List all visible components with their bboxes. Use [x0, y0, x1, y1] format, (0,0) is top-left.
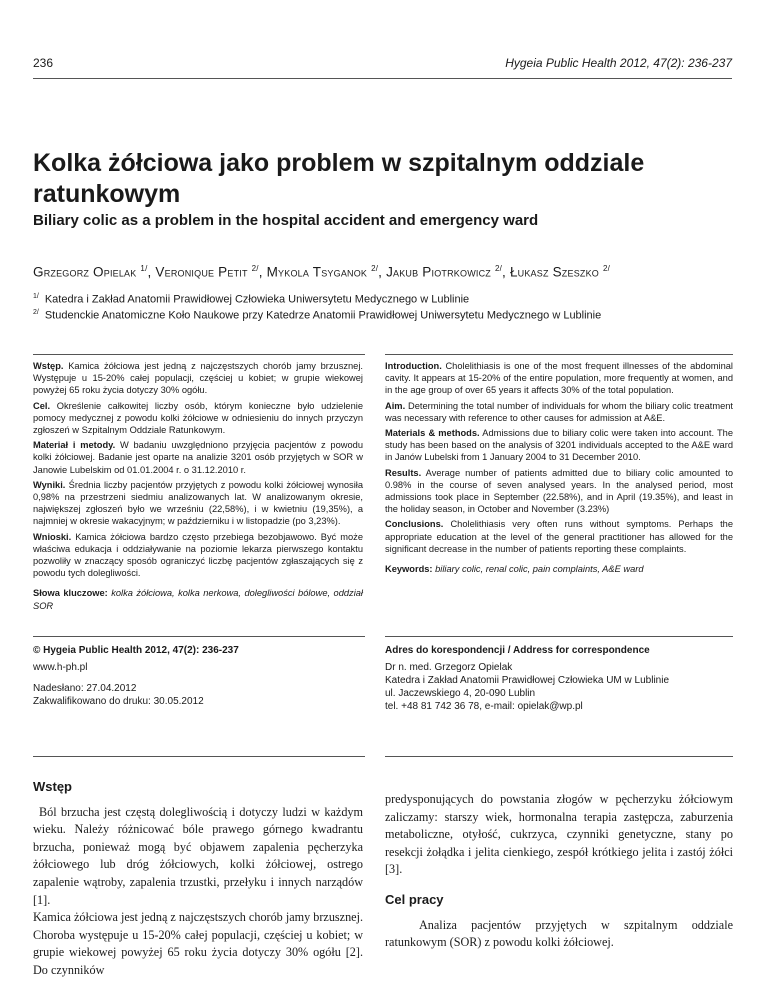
keywords-english — [385, 563, 733, 575]
author-list: Grzegorz Opielak $^{1/}$, Veronique Petit $^{2/}$, Mykola Tsyganok $^{2/}$, Jakub Piotrkowicz $^{2/}$, Łukasz Szeszko $^{2/}$ — [33, 264, 611, 280]
abstract-paragraph — [33, 439, 363, 476]
abstract-text: Admissions due to biliary colic were taken into account. The study has been based on the analysis of 3201 individuals accepted to the A&E ward in Janów Lubelski from 1 January 2004 to 31 December 2010. — [385, 428, 734, 463]
abstract-label: Materiał i metody. — [33, 440, 116, 451]
article-subtitle: Biliary colic as a problem in the hospital accident and emergency ward — [33, 212, 539, 229]
abstract-text: Średnia liczby pacjentów przyjętych z powodu kolki żółciowej wynosiła 0,98% na przestrzeni siedmiu analizowanych lat. W analizowanym okresie, największej zgłoszeń było we wrześniu (22,58%), i w kwietniu (19,35%), a najmniej w okresie wakacyjnym; w październiku i w listopadzie (po 3,23%). — [33, 479, 363, 527]
abstract-paragraph — [385, 360, 733, 397]
keywords-text: biliary colic, renal colic, pain complaints, A&E ward — [432, 564, 644, 575]
body-paragraph: predysponujących do powstania złogów w pęcherzyku żółciowym zaliczamy: starszy wiek, hormonalna terapia zastępcza, zaburzenia metaboliczne, otyłość, cukrzyca, czynniki genetyczne, stany po resekcji żołądka i jelita cienkiego, zespół krótkiego jelita i zastój żółci [3]. — [385, 792, 733, 877]
meta-rule-right — [385, 636, 733, 637]
author-affiliation-mark: 2/ — [602, 264, 611, 273]
correspondence-line: tel. +48 81 742 36 78, e-mail: opielak@wp.pl — [385, 701, 583, 712]
abstract-paragraph — [33, 531, 363, 580]
abstract-polish — [33, 360, 363, 615]
keywords-text: kolka żółciowa, kolka nerkowa, dolegliwości bólowe, oddział SOR — [33, 588, 363, 611]
abstract-rule-left — [33, 354, 365, 355]
abstract-label: Introduction. — [385, 361, 442, 371]
abstract-text: Kamica żółciowa jest jedną z najczęstszych chorób jamy brzusznej. Występuje u 15-20% całej populacji, częściej u kobiet; w grupie wiekowej powyżej 65 roku życia dotyczy 30% ogółu. — [33, 361, 363, 396]
abstract-text: Określenie całkowitej liczby osób, którym konieczne było udzielenie pomocy medycznej z powodu kolki żółciowe w odniesieniu do innych przyczyn zgłoszeń w Szpitalnym Oddziale Ratunkowym. — [33, 400, 363, 436]
abstract-label: Aim. — [385, 400, 406, 411]
affiliation-1 — [33, 293, 753, 306]
author-affiliation-mark: 2/ — [494, 264, 503, 273]
correspondence-line: Katedra i Zakład Anatomii Prawidłowej Człowieka UM w Lublinie — [385, 675, 670, 686]
body-paragraph: Kamica żółciowa jest jedną z najczęstszych chorób jamy brzusznej. Choroba występuje u 15-20% całej populacji, częściej u kobiet; w grupie wiekowej powyżej 65 roku życia dotyczy 30% ogółu [2]. Do czynników — [33, 910, 363, 977]
abstract-label: Wyniki. — [33, 479, 66, 490]
received-date: Nadesłano: 27.04.2012 — [33, 683, 137, 694]
section-heading: Wstęp — [33, 779, 72, 794]
affiliation-mark: 2/ — [33, 309, 39, 316]
abstract-label: Wstęp. — [33, 361, 64, 371]
correspondence-line: Dr n. med. Grzegorz Opielak — [385, 662, 513, 673]
abstract-paragraph — [385, 400, 733, 424]
author-name: Grzegorz Opielak — [33, 264, 137, 280]
author-affiliation-mark: 2/ — [371, 264, 379, 273]
affiliation-text: Katedra i Zakład Anatomii Prawidłowej Człowieka Uniwersytetu Medycznego w Lublinie — [44, 293, 470, 306]
author-name: Mykola Tsyganok — [266, 264, 368, 280]
abstract-paragraph — [385, 427, 733, 464]
article-meta — [33, 644, 363, 716]
abstract-label: Conclusions. — [385, 519, 444, 530]
keywords-label: Keywords: — [385, 564, 433, 575]
abstract-label: Wnioski. — [33, 531, 72, 542]
author-name: Łukasz Szeszko — [509, 264, 600, 280]
correspondence-heading: Adres do korespondencji / Address for correspondence — [385, 645, 650, 656]
header-rule — [33, 78, 732, 79]
body-rule-left — [33, 756, 365, 757]
body-rule-right — [385, 756, 733, 757]
section-heading: Cel pracy — [385, 891, 444, 907]
abstract-label: Cel. — [33, 400, 51, 411]
abstract-text: Determining the total number of individuals for whom the biliary colic treatment was necessary with reference to other causes for admission at A&E. — [385, 400, 733, 423]
body-paragraph: Ból brzucha jest częstą dolegliwością i dotyczy ludzi w każdym wieku. Należy różnicować bóle prawego górnego kwadrantu brzucha, ponieważ mogą być objawem zapalenia pęcherzyka żółciowego lub dróg żółciowych, kolki żółciowej, ostrego zapalenie wątroby, zapalenia trzustki, przełyku i innych narządów [1]. — [33, 804, 363, 907]
affiliation-mark: 1/ — [33, 293, 39, 300]
abstract-text: Cholelithiasis very often runs without symptoms. Perhaps the appropriate education at the level of the general practitioner has allowed for the significant decrease in the number of patients reporting these complaints. — [385, 519, 733, 554]
body-left-column — [33, 778, 363, 980]
abstract-label: Materials & methods. — [385, 428, 480, 439]
abstract-text: W badaniu uwzględniono przyjęcia pacjentów z powodu kolki żółciowej. Badanie jest oparte na analizie 3201 osób przyjętych w SOR w Janowie Lubelskim od 01.01.2004 r. o 31.12.2010 r. — [33, 440, 363, 475]
page-number: 236 — [33, 56, 54, 70]
article-title: Kolka żółciowa jako problem w szpitalnym oddziale ratunkowym — [33, 149, 645, 208]
correspondence-block — [385, 644, 733, 713]
abstract-label: Results. — [385, 467, 422, 478]
body-paragraph: Analiza pacjentów przyjętych w szpitalnym oddziale ratunkowym (SOR) z powodu kolki żółciowej. — [385, 917, 733, 950]
abstract-text: Cholelithiasis is one of the most frequent illnesses of the abdominal cavity. It appears at 15-20% of the entire population, more frequently at women, and in the age group of over 65 years it affects 30% of the total population. — [385, 361, 733, 396]
abstract-paragraph — [385, 518, 733, 555]
meta-rule-left — [33, 636, 365, 637]
copyright-line: © Hygeia Public Health 2012, 47(2): 236-237 — [33, 645, 239, 656]
abstract-english — [385, 360, 733, 578]
affiliation-text: Studenckie Anatomiczne Koło Naukowe przy Katedrze Anatomii Prawidłowej Uniwersytetu Medycznego w Lublinie — [44, 309, 602, 322]
abstract-paragraph — [33, 479, 363, 528]
keywords-label: Słowa kluczowe: — [33, 588, 108, 599]
author-affiliation-mark: 1/ — [140, 264, 148, 273]
abstract-paragraph — [385, 467, 733, 516]
abstract-text: Average number of patients admitted due to biliary colic amounted to 0.98% in the course of seven analysed years. In the analysed period, most admissions took place in September (22.58%), and in April (19.35%), and least in the holiday season, in October and November (3.23%) — [385, 467, 733, 515]
abstract-paragraph — [33, 360, 363, 397]
running-head: Hygeia Public Health 2012, 47(2): 236-237 — [505, 56, 732, 70]
affiliation-2 — [33, 309, 753, 322]
author-name: Jakub Piotrkowicz — [386, 264, 491, 280]
keywords-polish — [33, 587, 363, 611]
abstract-rule-right — [385, 354, 733, 355]
author-affiliation-mark: 2/ — [251, 264, 259, 273]
body-right-column — [385, 791, 733, 952]
correspondence-line: ul. Jaczewskiego 4, 20-090 Lublin — [385, 688, 536, 699]
accepted-date: Zakwalifikowano do druku: 30.05.2012 — [33, 696, 204, 707]
author-name: Veronique Petit — [155, 264, 248, 280]
abstract-text: Kamica żółciowa bardzo często przebiega bezobjawowo. Być może właściwa edukacja i oddziaływanie na poziomie lekarza pierwszego kontaktu pozwoliły w znaczący sposób ograniczyć liczbę pacjentów zgłaszających się z powodu tych dolegliwości. — [33, 531, 363, 579]
journal-url[interactable]: www.h-ph.pl — [33, 662, 88, 673]
abstract-paragraph — [33, 400, 363, 437]
